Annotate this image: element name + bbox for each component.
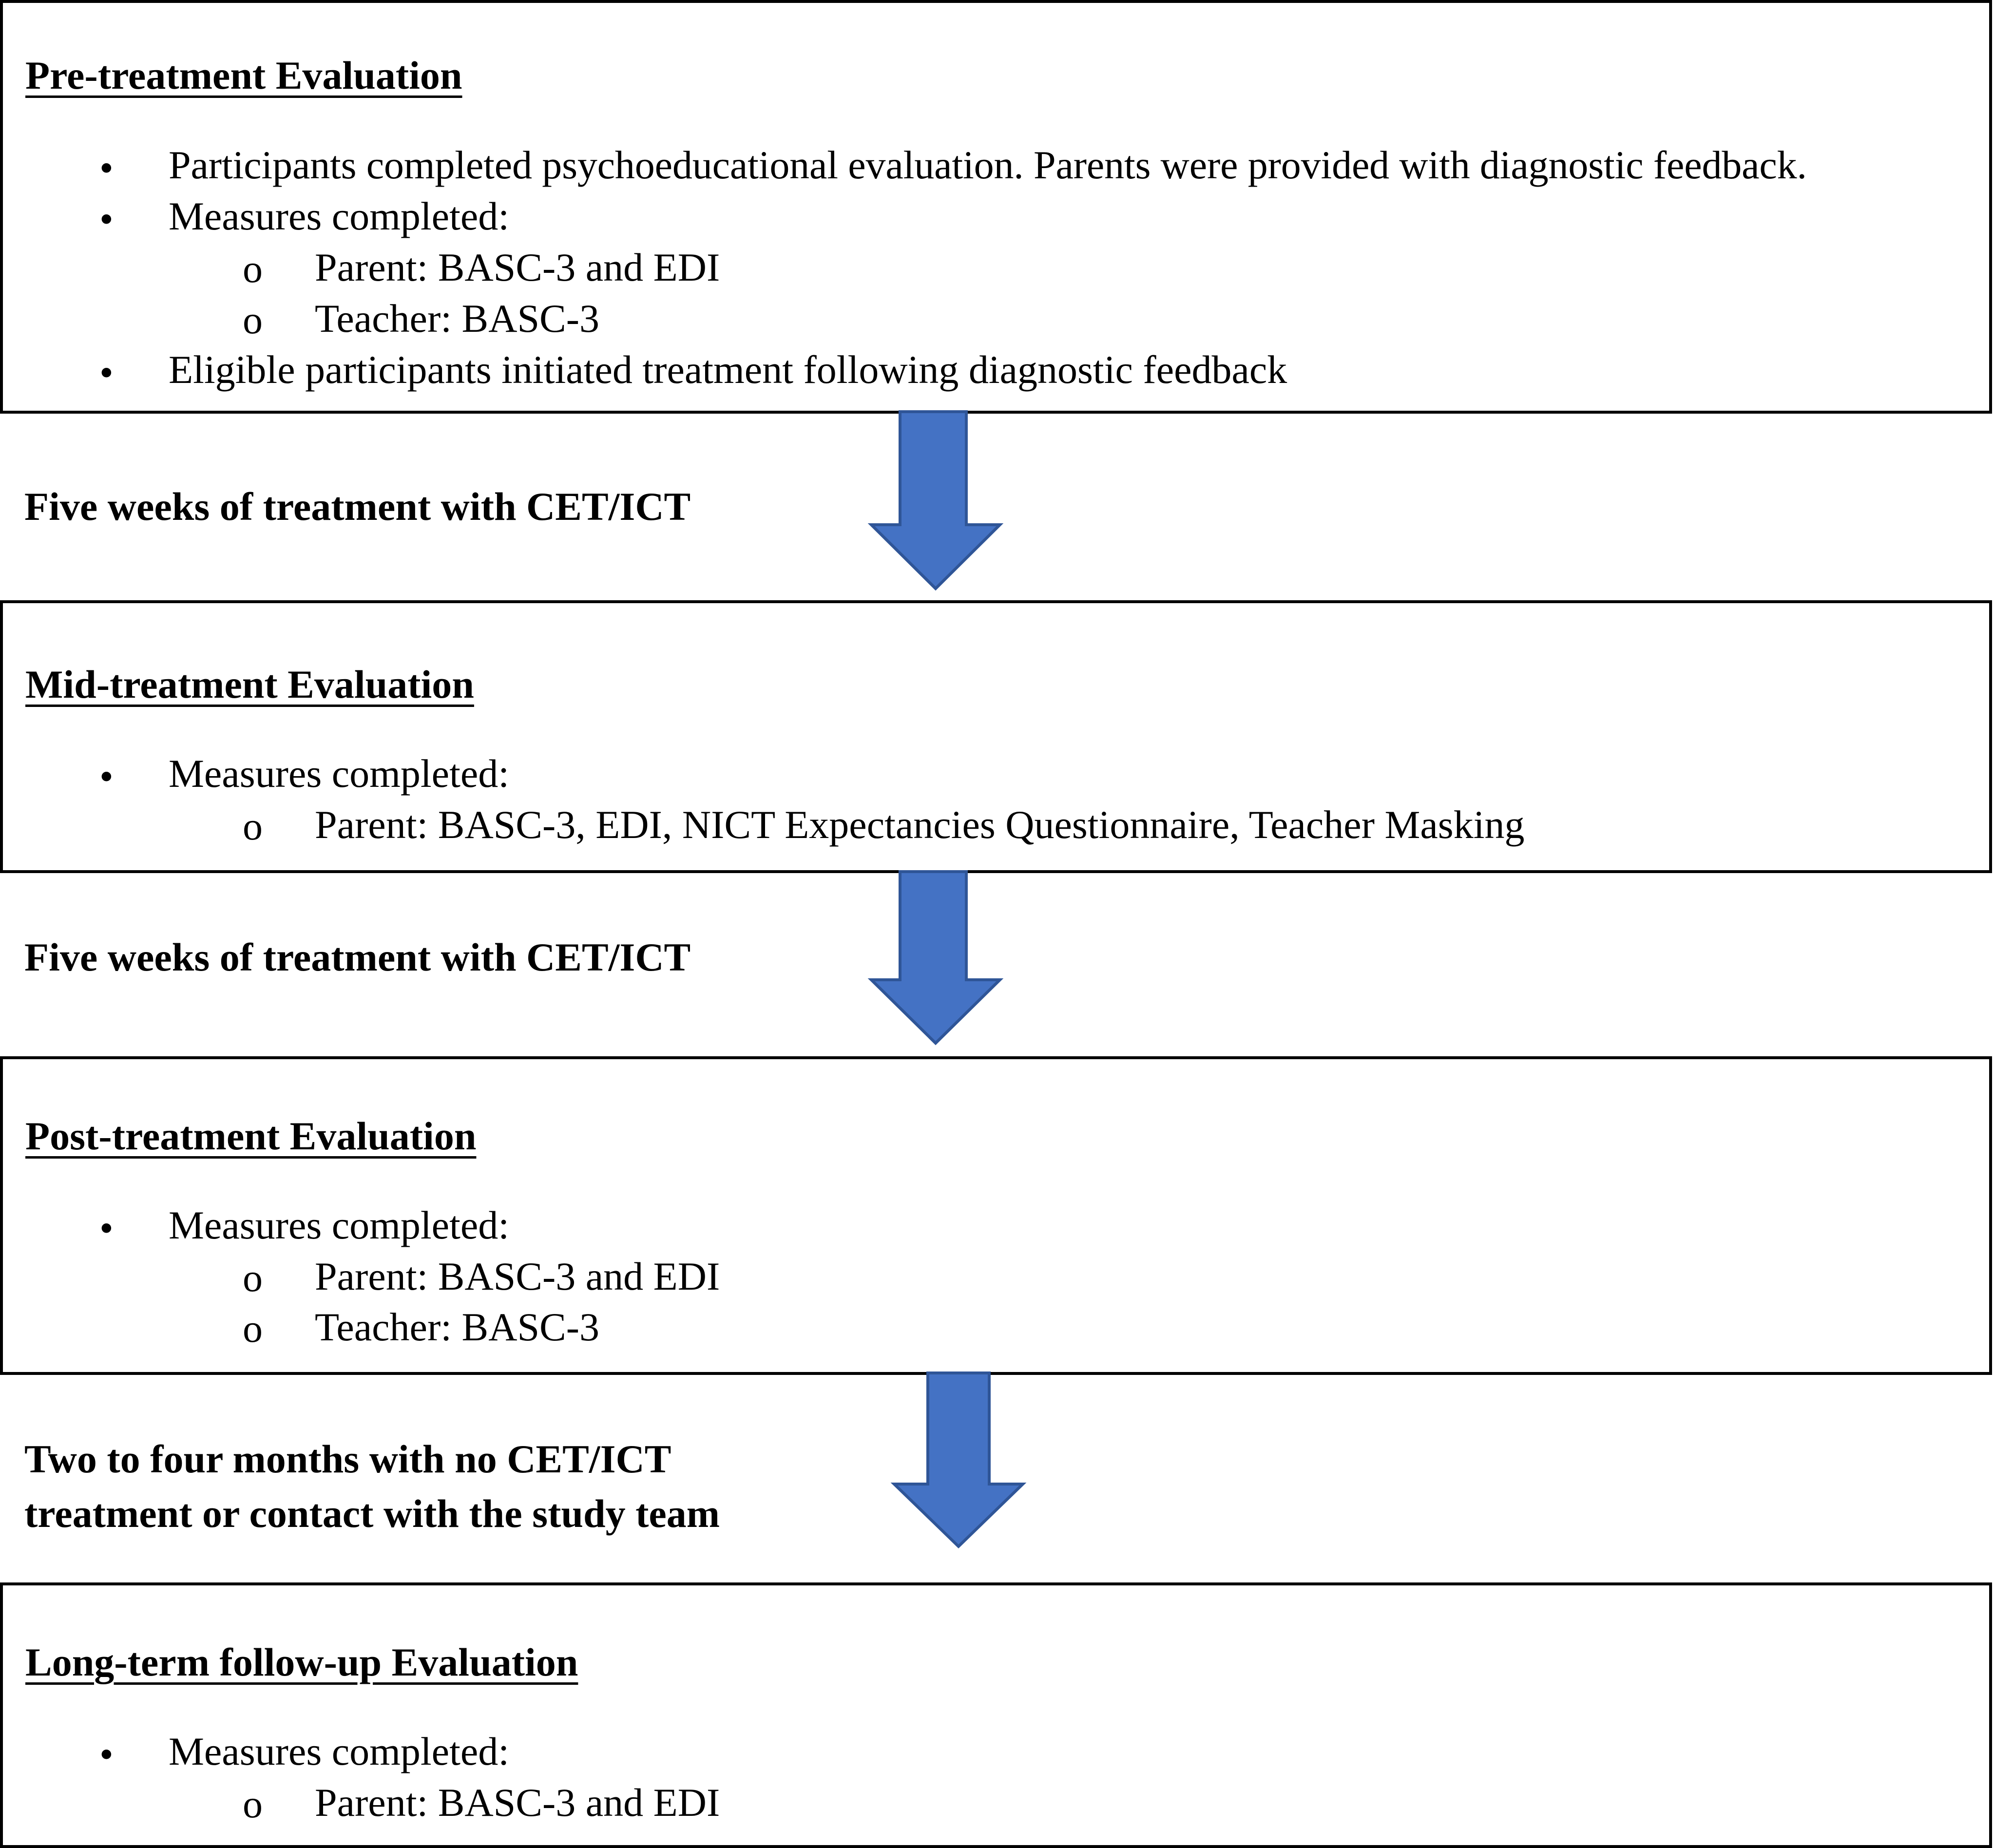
down-arrow-icon (867, 412, 1004, 592)
post-treatment-item-1: Measures completed: (169, 1203, 510, 1247)
sub-bullet-marker: o (243, 247, 263, 291)
long-term-follow-up-heading: Long-term follow-up Evaluation (25, 1640, 578, 1684)
transition-label-1: Five weeks of treatment with CET/ICT (24, 484, 691, 529)
mid-treatment-box (0, 600, 1992, 873)
bullet-marker: • (99, 197, 114, 241)
pre-treatment-item-2: Measures completed: (169, 194, 510, 238)
pre-treatment-item-1: Participants completed psychoeducational evaluation. Parents were provided with diagnostic feedback. (169, 143, 1807, 187)
bullet-marker: • (99, 1206, 114, 1250)
bullet-marker: • (99, 754, 114, 799)
post-treatment-item-2: Parent: BASC-3 and EDI (315, 1254, 720, 1298)
long-term-follow-up-item-1: Measures completed: (169, 1729, 510, 1773)
bullet-marker: • (99, 1732, 114, 1776)
mid-treatment-item-1: Measures completed: (169, 751, 510, 796)
down-arrow-icon (867, 872, 1004, 1047)
long-term-follow-up-box (0, 1582, 1992, 1848)
post-treatment-item-3: Teacher: BASC-3 (315, 1305, 600, 1349)
mid-treatment-item-2: Parent: BASC-3, EDI, NICT Expectancies Questionnaire, Teacher Masking (315, 802, 1525, 847)
long-term-follow-up-item-2: Parent: BASC-3 and EDI (315, 1780, 720, 1825)
sub-bullet-marker: o (243, 804, 263, 848)
sub-bullet-marker: o (243, 1306, 263, 1351)
bullet-marker: • (99, 350, 114, 395)
down-arrow-shape (871, 412, 1000, 589)
transition-label-3b: treatment or contact with the study team (24, 1491, 720, 1536)
pre-treatment-heading: Pre-treatment Evaluation (25, 53, 462, 97)
down-arrow-shape (894, 1373, 1023, 1546)
transition-label-3a: Two to four months with no CET/ICT (24, 1437, 671, 1481)
sub-bullet-marker: o (243, 1256, 263, 1300)
down-arrow-shape (871, 872, 1000, 1043)
post-treatment-box (0, 1056, 1992, 1375)
bullet-marker: • (99, 146, 114, 190)
pre-treatment-item-5: Eligible participants initiated treatment following diagnostic feedback (169, 347, 1287, 392)
transition-label-2: Five weeks of treatment with CET/ICT (24, 935, 691, 979)
mid-treatment-heading: Mid-treatment Evaluation (25, 662, 474, 706)
down-arrow-icon (890, 1373, 1027, 1549)
pre-treatment-box (0, 0, 1992, 414)
post-treatment-heading: Post-treatment Evaluation (25, 1114, 477, 1158)
sub-bullet-marker: o (243, 1782, 263, 1826)
pre-treatment-item-4: Teacher: BASC-3 (315, 296, 600, 341)
pre-treatment-item-3: Parent: BASC-3 and EDI (315, 245, 720, 289)
sub-bullet-marker: o (243, 298, 263, 342)
